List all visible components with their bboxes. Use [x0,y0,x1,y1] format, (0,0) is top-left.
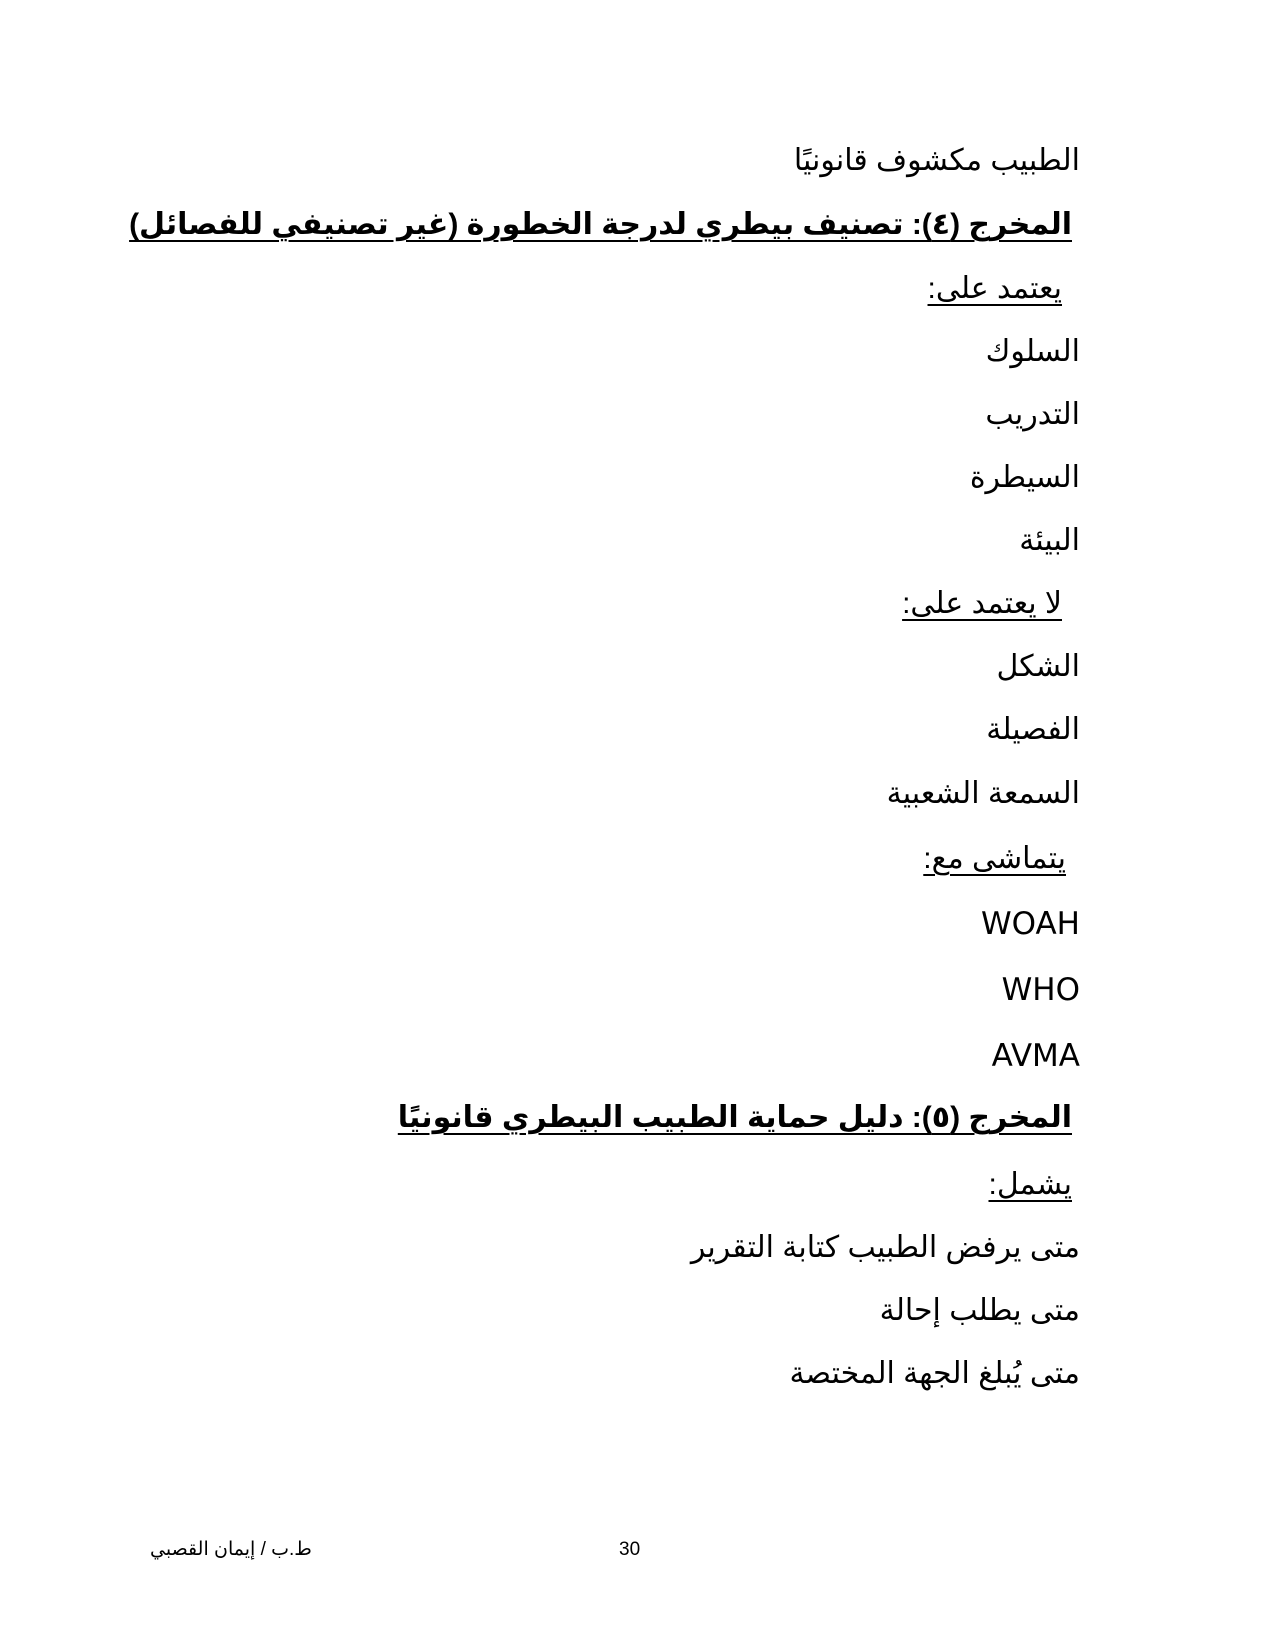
includes-item: متى يطلب إحالة [879,1294,1080,1327]
aligns-with-item: AVMA [991,1038,1080,1074]
includes-item: متى يرفض الطبيب كتابة التقرير [690,1231,1080,1264]
footer-author: ط.ب / إيمان القصبي [150,1539,312,1560]
not-depends-on-item: الفصيلة [986,713,1080,746]
not-depends-on-label: لا يعتمد على: [902,587,1062,620]
outcome5-heading: المخرج (٥): دليل حماية الطبيب البيطري قانونيًا [397,1101,1072,1134]
depends-on-item: السيطرة [969,461,1080,494]
aligns-with-item: WOAH [980,906,1080,942]
page-number: 30 [619,1539,641,1560]
depends-on-item: التدريب [985,398,1080,431]
not-depends-on-item: السمعة الشعبية [886,777,1080,810]
depends-on-item: السلوك [985,335,1080,368]
aligns-with-label: يتماشى مع: [923,842,1066,875]
not-depends-on-item: الشكل [996,650,1080,683]
depends-on-item: البيئة [1019,524,1080,557]
aligns-with-item: WHO [1001,972,1080,1008]
outcome4-heading: المخرج (٤): تصنيف بيطري لدرجة الخطورة (غير تصنيفي للفصائل) [129,208,1072,241]
includes-label: يشمل: [988,1168,1072,1201]
includes-item: متى يُبلغ الجهة المختصة [789,1357,1080,1390]
intro-line: الطبيب مكشوف قانونيًا [793,144,1080,177]
depends-on-label: يعتمد على: [927,272,1062,305]
